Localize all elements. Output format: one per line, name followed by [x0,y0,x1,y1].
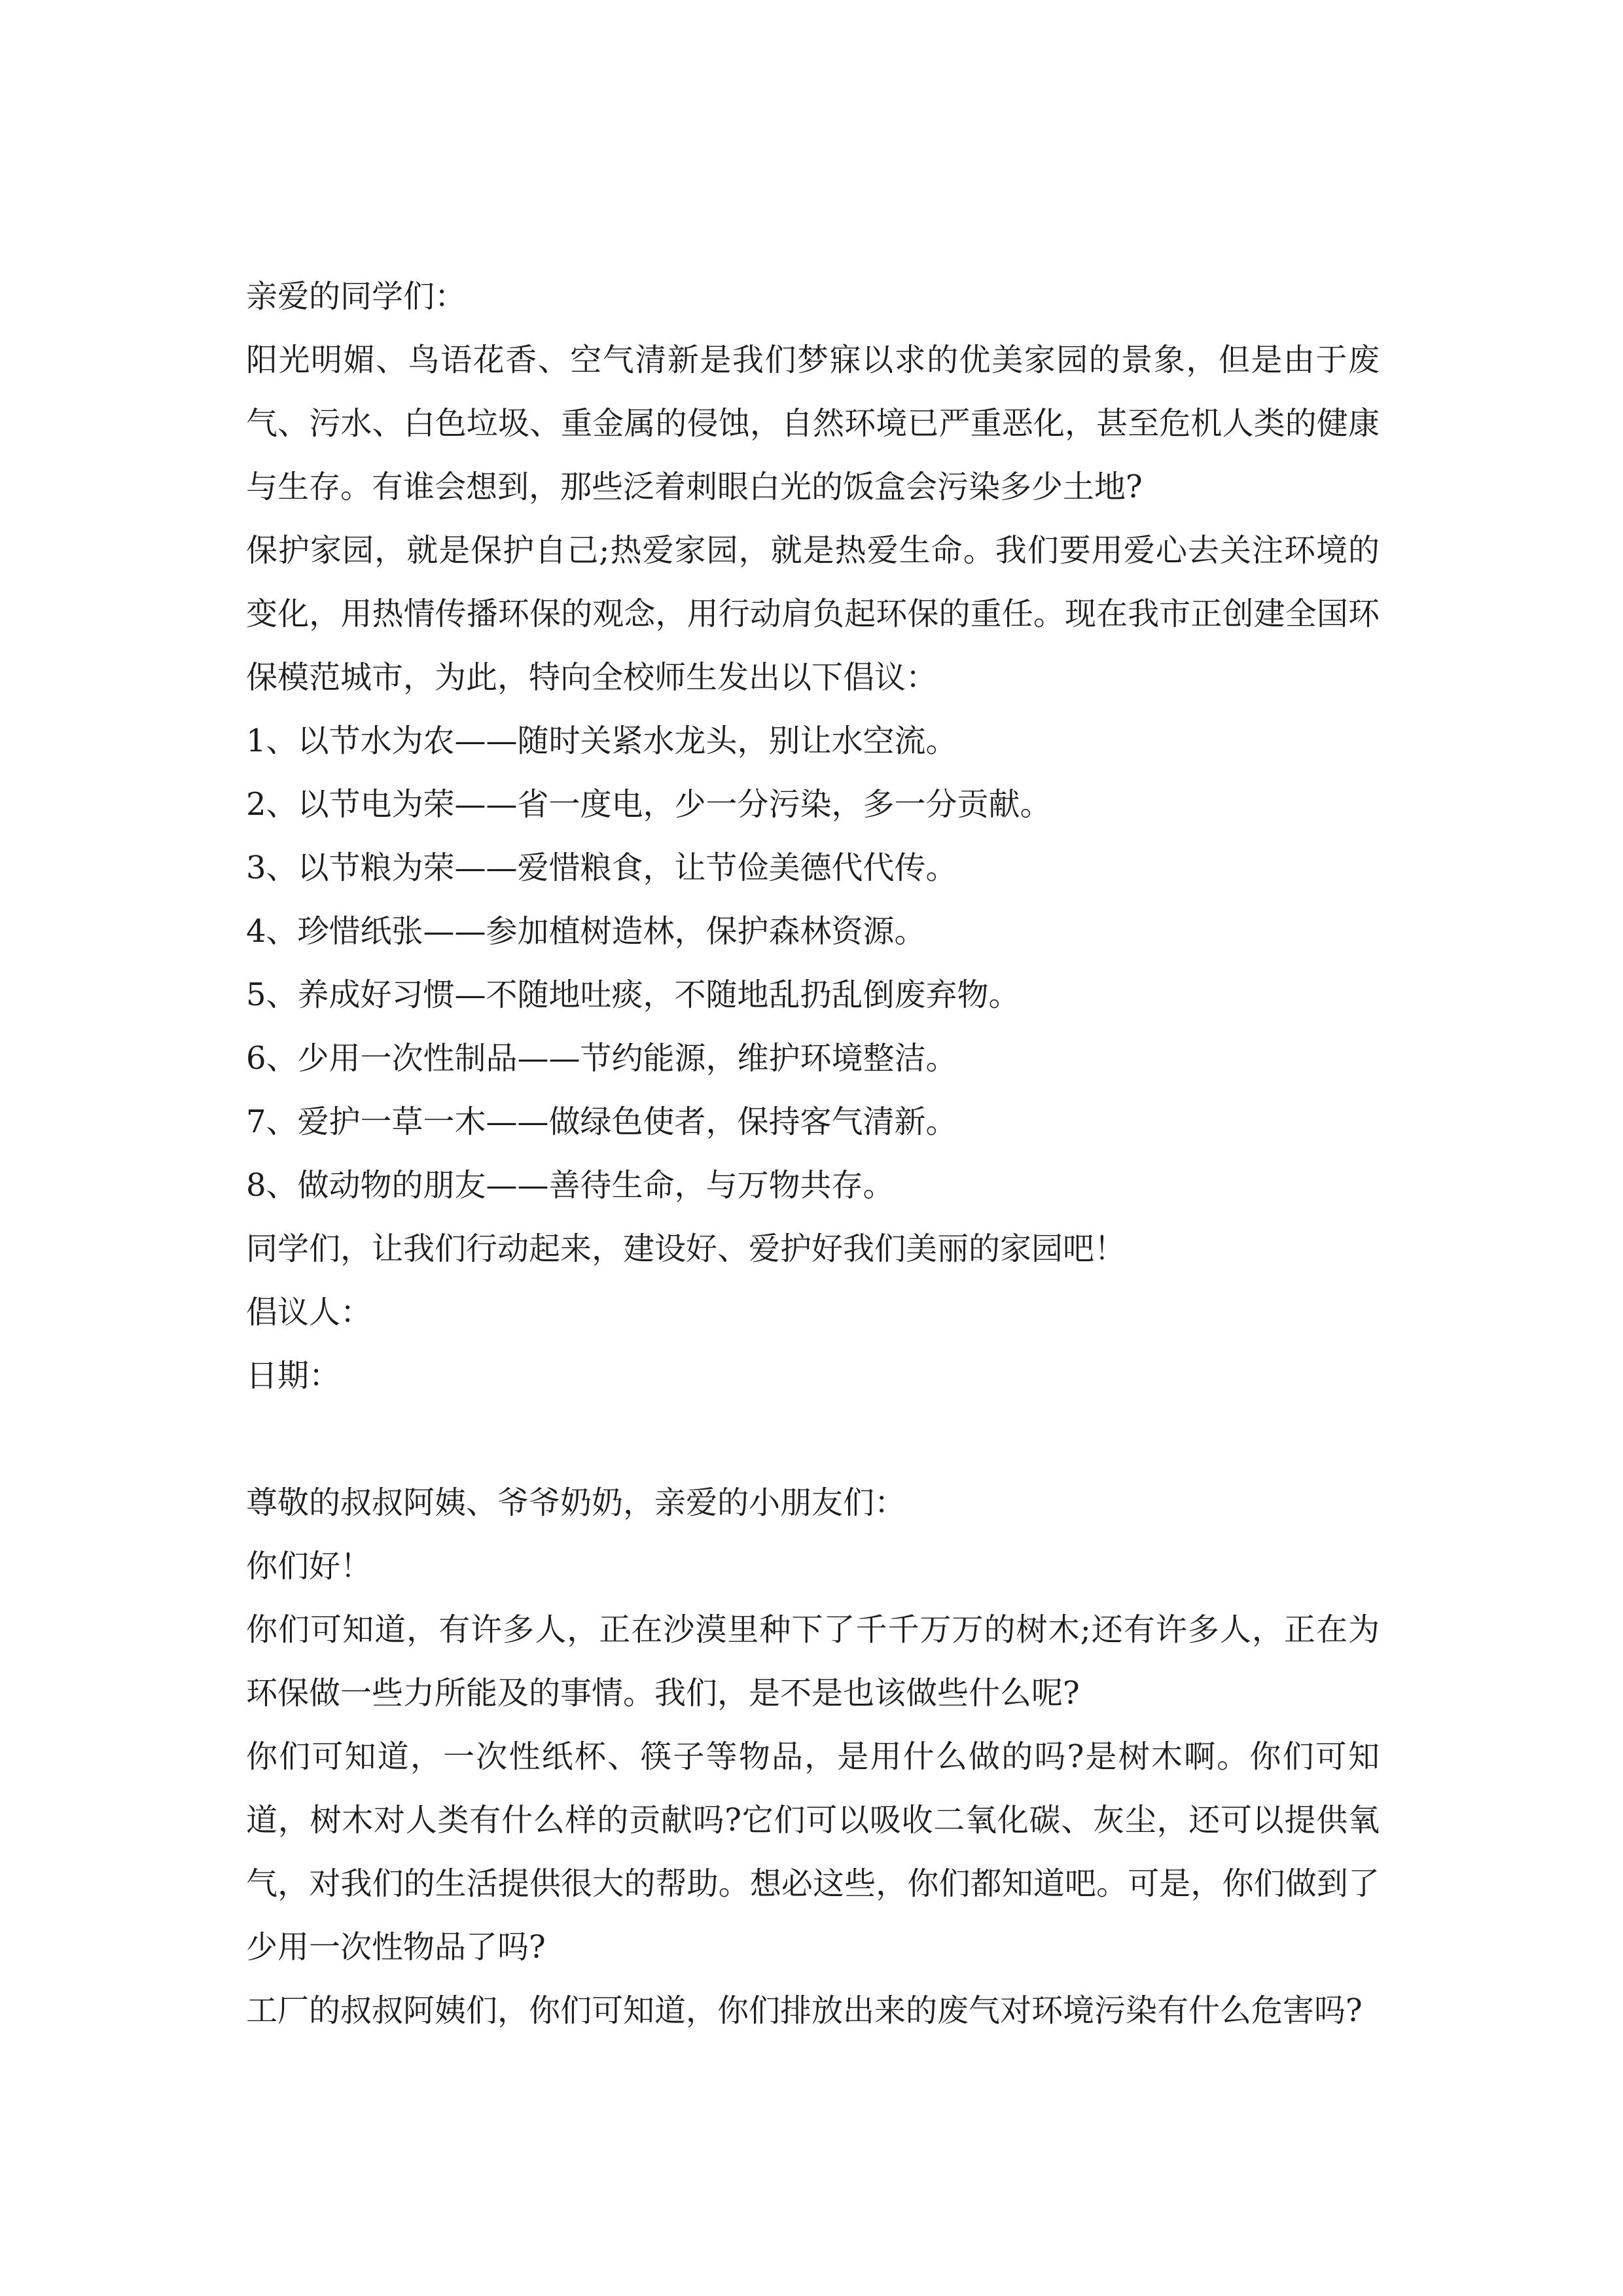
paragraph-disposables: 你们可知道，一次性纸杯、筷子等物品，是用什么做的吗?是树木啊。你们可知道，树木对人类有什么样的贡献吗?它们可以吸收二氧化碳、灰尘，还可以提供氧气，对我们的生活提供很大的帮助。想必这些，你们都知道吧。可是，你们做到了少用一次性物品了吗? [246,1738,1380,1965]
proposal-item-2: 2、以节电为荣——省一度电，少一分污染，多一分贡献。 [246,786,1052,823]
proposal-item-7: 7、爱护一草一木——做绿色使者，保持客气清新。 [246,1103,957,1140]
proposal-item-3: 3、以节粮为荣——爱惜粮食，让节俭美德代代传。 [246,850,957,886]
greeting: 你们好！ [246,1548,372,1585]
salutation-community: 尊敬的叔叔阿姨、爷爷奶奶，亲爱的小朋友们： [246,1484,906,1521]
proposal-item-1: 1、以节水为农——随时关紧水龙头，别让水空流。 [246,723,957,759]
proposal-item-5: 5、养成好习惯—不随地吐痰，不随地乱扔乱倒废弃物。 [246,977,1020,1013]
paragraph-pollution: 阳光明媚、鸟语花香、空气清新是我们梦寐以求的优美家园的景象，但是由于废气、污水、白色垃圾、重金属的侵蚀，自然环境已严重恶化，甚至危机人类的健康与生存。有谁会想到，那些泛着刺眼白光的饭盒会污染多少土地? [246,342,1380,505]
paragraph-protect-home: 保护家园，就是保护自己;热爱家园，就是热爱生命。我们要用爱心去关注环境的变化，用热情传播环保的观念，用行动肩负起环保的重任。现在我市正创建全国环保模范城市，为此，特向全校师生发出以下倡议： [246,532,1380,696]
proposer-label: 倡议人： [246,1294,372,1331]
proposal-item-8: 8、做动物的朋友——善待生命，与万物共存。 [246,1167,895,1204]
salutation-students: 亲爱的同学们： [246,278,467,315]
date-label: 日期： [246,1357,341,1394]
paragraph-factories: 工厂的叔叔阿姨们，你们可知道，你们排放出来的废气对环境污染有什么危害吗? [246,1992,1363,2029]
proposal-item-6: 6、少用一次性制品——节约能源，维护环境整洁。 [246,1040,957,1077]
section-gap [246,1408,1380,1471]
paragraph-trees: 你们可知道，有许多人，正在沙漠里种下了千千万万的树木;还有许多人，正在为环保做一些力所能及的事情。我们，是不是也该做些什么呢? [246,1611,1380,1712]
closing-call: 同学们，让我们行动起来，建设好、爱护好我们美丽的家园吧！ [246,1230,1126,1267]
proposal-item-4: 4、珍惜纸张——参加植树造林，保护森林资源。 [246,913,926,950]
document-body [246,265,1380,2043]
